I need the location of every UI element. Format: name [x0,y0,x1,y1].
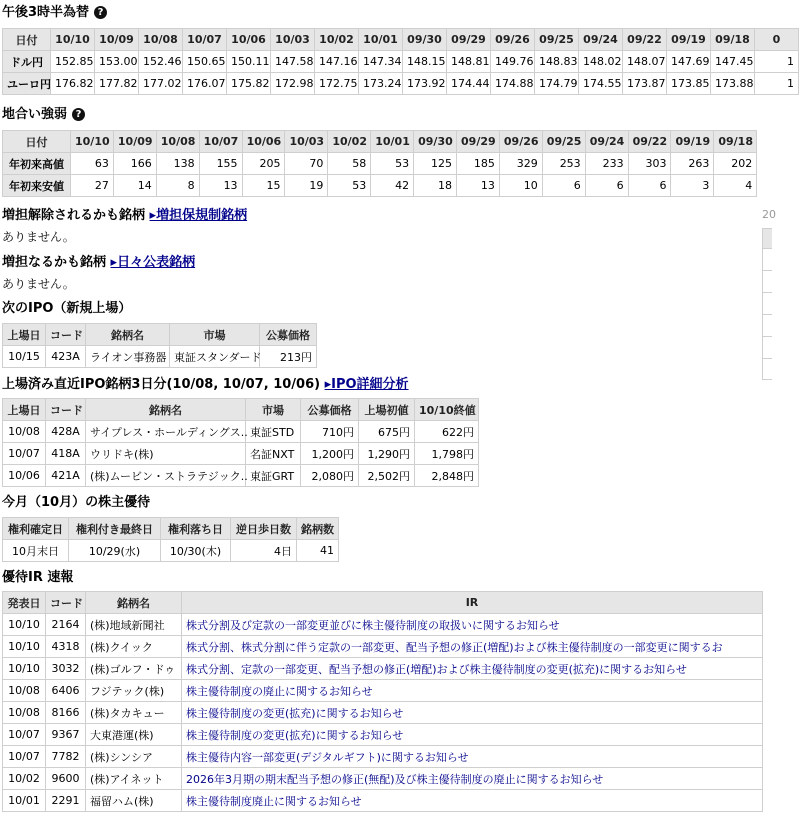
column-header: 上場日 [3,399,46,421]
date-header: 09/26 [499,131,542,153]
table-cell: 10/07 [3,724,46,746]
row-label: 年初来安値 [3,175,71,197]
table-cell: 10/06 [3,465,46,487]
column-header: 逆日歩日数 [231,518,297,540]
table-row [3,746,763,768]
ir-link[interactable]: 株式分割、株式分割に伴う定款の一部変更、配当予想の修正(増配)および株主優待制度の一部変更に関するお [182,636,763,658]
date-header: 10/08 [139,29,183,51]
table-row [3,51,799,73]
table-cell: 10/10 [3,636,46,658]
value-cell: 6 [542,175,585,197]
table-cell: 名証NXT [246,443,301,465]
value-cell: 147.16 [315,51,359,73]
recent-ipo-table [2,398,479,487]
table-cell: (株)地域新聞社 [86,614,182,636]
fx-title: 午後3時半為替 [2,5,90,20]
column-header: 銘柄名 [86,592,182,614]
date-header: 10/03 [285,131,328,153]
value-cell: 177.02 [139,73,183,95]
value-cell: 177.82 [95,73,139,95]
value-cell: 185 [457,153,500,175]
table-cell: フジテック(株) [86,680,182,702]
date-header: 09/29 [457,131,500,153]
table-cell: 10/08 [3,421,46,443]
value-cell: 173.24 [359,73,403,95]
date-header: 10/01 [371,131,414,153]
table-cell: 10/07 [3,443,46,465]
ir-link[interactable]: 株式分割及び定款の一部変更並びに株主優待制度の取扱いに関するお知らせ [182,614,763,636]
value-cell: 4 [714,175,757,197]
value-cell: 263 [671,153,714,175]
value-cell: 233 [585,153,628,175]
date-header: 10/01 [359,29,403,51]
column-header: 権利確定日 [3,518,69,540]
table-row [3,790,763,812]
table-row [3,73,799,95]
column-header: 公募価格 [301,399,359,421]
strength-section-title [2,106,85,124]
table-cell: 418A [46,443,86,465]
table-cell: (株)シンシア [86,746,182,768]
table-row [3,465,479,487]
value-cell: 58 [328,153,371,175]
date-header: 09/26 [491,29,535,51]
value-cell: 303 [628,153,671,175]
value-cell: 18 [414,175,457,197]
value-cell: 205 [242,153,285,175]
date-header: 10/07 [183,29,227,51]
value-cell: 13 [457,175,500,197]
table-cell: 東証スタンダード [170,346,260,368]
table-cell: (株)ゴルフ・ドゥ [86,658,182,680]
value-cell: 1 [755,51,799,73]
date-header: 09/19 [667,29,711,51]
table-row [3,680,763,702]
date-header: 09/19 [671,131,714,153]
column-header: 銘柄名 [86,324,170,346]
value-cell: 8 [156,175,199,197]
date-header: 09/25 [542,131,585,153]
table-cell: 1,798円 [415,443,479,465]
table-cell: 675円 [359,421,415,443]
table-row [3,421,479,443]
table-cell: 10/07 [3,746,46,768]
table-cell: 7782 [46,746,86,768]
ir-link[interactable]: 株主優待制度廃止に関するお知らせ [182,790,763,812]
date-header: 09/24 [585,131,628,153]
value-cell: 173.85 [667,73,711,95]
value-cell: 138 [156,153,199,175]
recent-ipo-title: 上場済み直近IPO銘柄3日分(10/08, 10/07, 10/06) [2,377,321,392]
help-icon[interactable]: ? [94,6,107,19]
side-panel-label: 20 [762,208,776,221]
table-row [3,768,763,790]
column-header: 発表日 [3,592,46,614]
date-header: 10/02 [315,29,359,51]
value-cell: 155 [199,153,242,175]
table-cell: 1,200円 [301,443,359,465]
table-cell: 41 [297,540,339,562]
table-cell: 福留ハム(株) [86,790,182,812]
ipo-detail-link[interactable]: ▸IPO詳細分析 [324,377,409,392]
table-row [3,724,763,746]
margin-add-text: ありません。 [2,277,75,291]
table-cell: 東証STD [246,421,301,443]
column-header: コード [46,324,86,346]
yutai-ir-table [2,591,763,812]
table-cell: 9367 [46,724,86,746]
date-header: 10/10 [71,131,114,153]
table-cell: 10/08 [3,702,46,724]
next-ipo-title: 次のIPO（新規上場） [2,301,132,316]
date-header: 10/06 [227,29,271,51]
date-header: 10/07 [199,131,242,153]
table-cell: 423A [46,346,86,368]
recent-ipo-heading [2,376,409,394]
value-cell: 70 [285,153,328,175]
table-row [3,346,317,368]
table-cell: 213円 [260,346,317,368]
ir-link[interactable]: 株式分割、定款の一部変更、配当予想の修正(増配)および株主優待制度の変更(拡充)に関するお知らせ [182,658,763,680]
table-cell: 2,848円 [415,465,479,487]
row-label: ユーロ円 [3,73,51,95]
column-header: 銘柄数 [297,518,339,540]
date-header: 09/18 [714,131,757,153]
value-cell: 166 [113,153,156,175]
date-header: 10/02 [328,131,371,153]
value-cell: 174.44 [447,73,491,95]
table-cell: 622円 [415,421,479,443]
table-row [3,153,757,175]
table-cell: 2,080円 [301,465,359,487]
value-cell: 147.34 [359,51,403,73]
value-cell: 1 [755,73,799,95]
value-cell: 147.58 [271,51,315,73]
date-header: 09/18 [711,29,755,51]
table-row [3,702,763,724]
value-cell: 172.98 [271,73,315,95]
column-header: 市場 [170,324,260,346]
value-cell: 202 [714,153,757,175]
date-header: 10/09 [95,29,139,51]
table-cell: 10/29(水) [69,540,161,562]
value-cell: 150.11 [227,51,271,73]
date-header: 10/09 [113,131,156,153]
table-row [3,658,763,680]
value-cell: 176.07 [183,73,227,95]
value-cell: 10 [499,175,542,197]
value-cell: 174.88 [491,73,535,95]
value-cell: 15 [242,175,285,197]
table-cell: ライオン事務器 [86,346,170,368]
column-header: 権利落ち日 [161,518,231,540]
ir-link[interactable]: 株主優待制度の廃止に関するお知らせ [182,680,763,702]
table-cell: 1,290円 [359,443,415,465]
table-row [3,540,339,562]
table-cell: ウリドキ(株) [86,443,246,465]
value-cell: 173.88 [711,73,755,95]
table-cell: 4日 [231,540,297,562]
header-row [3,399,479,421]
value-cell: 147.45 [711,51,755,73]
table-cell: 10/10 [3,614,46,636]
value-cell: 153.00 [95,51,139,73]
table-cell: 10/08 [3,680,46,702]
next-ipo-table [2,323,317,368]
column-header: 公募価格 [260,324,317,346]
value-cell: 14 [113,175,156,197]
table-cell: 9600 [46,768,86,790]
date-header: 09/30 [403,29,447,51]
value-cell: 53 [328,175,371,197]
date-header: 09/24 [579,29,623,51]
ir-link[interactable]: 株主優待内容一部変更(デジタルギフト)に関するお知らせ [182,746,763,768]
value-cell: 175.82 [227,73,271,95]
table-cell: 2291 [46,790,86,812]
value-cell: 3 [671,175,714,197]
table-cell: (株)クイック [86,636,182,658]
table-cell: サイプレス・ホールディングス.. [86,421,246,443]
header-row [3,324,317,346]
value-cell: 63 [71,153,114,175]
date-header-label: 日付 [3,131,71,153]
value-cell: 148.83 [535,51,579,73]
date-header: 09/29 [447,29,491,51]
table-cell: 大東港運(株) [86,724,182,746]
table-cell: 東証GRT [246,465,301,487]
strength-title: 地合い強弱 [2,107,68,122]
date-header: 0 [755,29,799,51]
table-cell: (株)タカキュー [86,702,182,724]
side-panel-fragment [762,228,772,380]
table-cell: 8166 [46,702,86,724]
fx-table-container [2,28,794,98]
yutai-ir-table-container [2,591,744,821]
table-cell: 710円 [301,421,359,443]
value-cell: 42 [371,175,414,197]
column-header: 銘柄名 [86,399,246,421]
table-cell: 10/30(木) [161,540,231,562]
margin-add-link[interactable]: ▸日々公表銘柄 [110,255,196,270]
margin-release-link[interactable]: ▸増担保規制銘柄 [149,208,248,223]
table-row [3,175,757,197]
column-header: IR [182,592,763,614]
table-cell: (株)アイネット [86,768,182,790]
date-header: 10/03 [271,29,315,51]
value-cell: 173.87 [623,73,667,95]
yutai-ir-title: 優待IR 速報 [2,570,74,585]
help-icon[interactable]: ? [72,108,85,121]
column-header: コード [46,592,86,614]
fx-table [2,28,799,95]
table-cell: 428A [46,421,86,443]
table-cell: 10/15 [3,346,46,368]
column-header: 上場日 [3,324,46,346]
value-cell: 19 [285,175,328,197]
value-cell: 53 [371,153,414,175]
table-row [3,614,763,636]
value-cell: 253 [542,153,585,175]
value-cell: 152.85 [51,51,95,73]
table-cell: 10/10 [3,658,46,680]
date-header: 10/10 [51,29,95,51]
value-cell: 174.55 [579,73,623,95]
margin-add-title: 増担なるかも銘柄 [2,255,107,270]
value-cell: 150.65 [183,51,227,73]
table-cell: 3032 [46,658,86,680]
date-header: 09/22 [623,29,667,51]
value-cell: 172.75 [315,73,359,95]
value-cell: 148.15 [403,51,447,73]
table-cell: 2164 [46,614,86,636]
ir-link[interactable]: 株主優待制度の変更(拡充)に関するお知らせ [182,702,763,724]
value-cell: 174.79 [535,73,579,95]
date-header: 09/22 [628,131,671,153]
yutai-title: 今月（10月）の株主優待 [2,495,151,510]
value-cell: 6 [585,175,628,197]
column-header: 市場 [246,399,301,421]
strength-table-container [2,130,753,200]
table-cell: 6406 [46,680,86,702]
header-row [3,131,757,153]
table-cell: 4318 [46,636,86,658]
margin-release-text: ありません。 [2,230,75,244]
row-label: ドル円 [3,51,51,73]
column-header: 上場初値 [359,399,415,421]
margin-add-heading [2,254,195,272]
value-cell: 329 [499,153,542,175]
date-header: 09/25 [535,29,579,51]
value-cell: 148.81 [447,51,491,73]
row-label: 年初来高値 [3,153,71,175]
value-cell: 13 [199,175,242,197]
table-cell: 10/01 [3,790,46,812]
header-row [3,592,763,614]
value-cell: 148.07 [623,51,667,73]
value-cell: 173.92 [403,73,447,95]
table-cell: (株)ムービン・ストラテジック.. [86,465,246,487]
value-cell: 125 [414,153,457,175]
value-cell: 147.69 [667,51,711,73]
column-header: 10/10終値 [415,399,479,421]
value-cell: 27 [71,175,114,197]
value-cell: 152.46 [139,51,183,73]
header-row [3,29,799,51]
column-header: コード [46,399,86,421]
ir-link[interactable]: 株主優待制度の変更(拡充)に関するお知らせ [182,724,763,746]
fx-section-title [2,4,107,22]
column-header: 権利付き最終日 [69,518,161,540]
date-header: 10/08 [156,131,199,153]
header-row [3,518,339,540]
value-cell: 6 [628,175,671,197]
table-cell: 10/02 [3,768,46,790]
strength-table [2,130,757,197]
date-header-label: 日付 [3,29,51,51]
table-row [3,636,763,658]
margin-release-heading [2,207,247,225]
margin-release-title: 増担解除されるかも銘柄 [2,208,146,223]
date-header: 10/06 [242,131,285,153]
ir-link[interactable]: 2026年3月期の期末配当予想の修正(無配)及び株主優待制度の廃止に関するお知らせ [182,768,763,790]
table-cell: 421A [46,465,86,487]
value-cell: 148.02 [579,51,623,73]
table-row [3,443,479,465]
table-cell: 2,502円 [359,465,415,487]
value-cell: 149.76 [491,51,535,73]
yutai-table [2,517,339,562]
value-cell: 176.82 [51,73,95,95]
table-cell: 10月末日 [3,540,69,562]
date-header: 09/30 [414,131,457,153]
